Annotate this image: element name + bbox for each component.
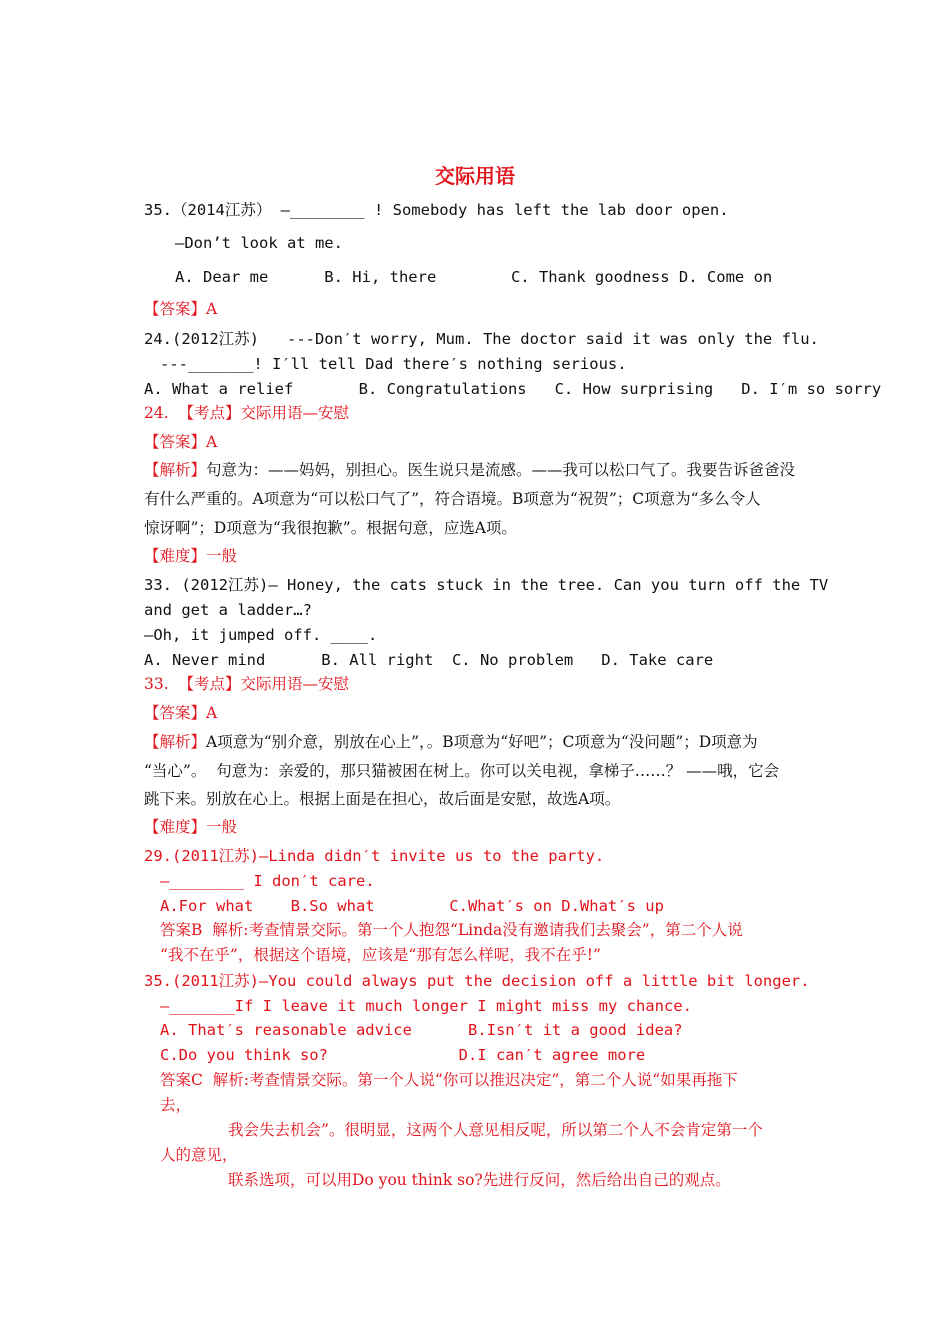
point-number: 24.	[144, 404, 169, 422]
q35-2011-analysis-line-1: 答案C 解析:考查情景交际。第一个人说“你可以推迟决定”，第二个人说“如果再拖下	[160, 1071, 738, 1089]
difficulty-value: 一般	[206, 818, 238, 836]
analysis-text: 句意为：——妈妈，别担心。医生说只是流感。——我可以松口气了。我要告诉爸爸没	[206, 461, 796, 479]
q33-2012-options: A. Never mind B. All right C. No problem D. Take care	[144, 651, 714, 669]
q35-2014-answer-line	[144, 299, 217, 319]
q35-2014-reply: —Don’t look at me.	[175, 234, 343, 252]
reply-blank: _______	[169, 997, 235, 1015]
point-tag: 【考点】	[178, 675, 241, 693]
q33-2012-stem-line-2: and get a ladder…?	[144, 601, 312, 619]
q33-2012-point-line	[144, 674, 349, 694]
q35-2011-reply	[160, 996, 692, 1016]
reply-rest: I don′t care.	[244, 872, 375, 890]
q24-2012-answer-line	[144, 432, 217, 452]
difficulty-value: 一般	[206, 547, 238, 565]
difficulty-tag: 【难度】	[144, 547, 207, 565]
q29-2011-stem: 29.(2011江苏)—Linda didn′t invite us to the party.	[144, 847, 605, 865]
answer-tag: 【答案】	[144, 704, 207, 722]
q29-2011-analysis-line-1: 答案B 解析:考查情景交际。第一个人抱怨“Linda没有邀请我们去聚会”，第二个人说	[160, 921, 743, 939]
q33-2012-stem-line-1: 33. (2012江苏)— Honey, the cats stuck in the tree. Can you turn off the TV	[144, 576, 829, 594]
q29-2011-reply	[160, 871, 375, 891]
answer-value: A	[206, 300, 218, 318]
point-number: 33.	[144, 675, 169, 693]
q33-2012-answer-line	[144, 703, 217, 723]
q33-2012-reply: —Oh, it jumped off. ____.	[144, 626, 378, 644]
reply-dash: —	[160, 997, 170, 1015]
reply-rest: If I leave it much longer I might miss my chance.	[234, 997, 692, 1015]
answer-tag: 【答案】	[144, 300, 207, 318]
answer-value: A	[206, 433, 218, 451]
q24-2012-options: A. What a relief B. Congratulations C. How surprising D. I′m so sorry	[144, 380, 882, 398]
q24-2012-difficulty-line	[144, 546, 237, 566]
q24-2012-analysis-line-2: 有什么严重的。A项意为“可以松口气了”，符合语境。B项意为“祝贺”；C项意为“多么令人	[144, 490, 761, 508]
q33-2012-analysis-line-1	[144, 732, 758, 752]
q35-2011-analysis-line-3: 我会失去机会”。很明显，这两个人意见相反呢，所以第二个人不会肯定第一个	[228, 1121, 763, 1139]
reply-blank: ________	[169, 872, 244, 890]
difficulty-tag: 【难度】	[144, 818, 207, 836]
q35-2011-analysis-line-5: 联系选项，可以用Do you think so?先进行反问，然后给出自己的观点。	[228, 1171, 731, 1189]
point-text: 交际用语—安慰	[240, 675, 350, 693]
point-text: 交际用语—安慰	[240, 404, 350, 422]
analysis-tag: 【解析】	[144, 733, 207, 751]
q29-2011-analysis-line-2: “我不在乎”，根据这个语境，应该是“那有怎么样呢，我不在乎!”	[160, 946, 601, 964]
analysis-text: A项意为“别介意，别放在心上”，。B项意为“好吧”；C项意为“没问题”；D项意为	[206, 733, 758, 751]
q24-2012-analysis-line-3: 惊讶啊”；D项意为“我很抱歉”。根据句意，应选A项。	[144, 519, 517, 537]
q35-2011-options-line-2: C.Do you think so? D.I can′t agree more	[160, 1046, 646, 1064]
analysis-tag: 【解析】	[144, 461, 207, 479]
q35-2014-stem: 35.（2014江苏） —________ ! Somebody has left the lab door open.	[144, 201, 729, 219]
q35-2011-options-line-1: A. That′s reasonable advice B.Isn′t it a good idea?	[160, 1021, 683, 1039]
q24-2012-reply: ---_______! I′ll tell Dad there′s nothing serious.	[160, 355, 627, 373]
q24-2012-analysis-line-1	[144, 460, 795, 480]
q35-2011-analysis-line-2: 去，	[160, 1096, 192, 1114]
q33-2012-difficulty-line	[144, 817, 237, 837]
q33-2012-analysis-line-3: 跳下来。别放在心上。根据上面是在担心，故后面是安慰，故选A项。	[144, 790, 621, 808]
q24-2012-point-line	[144, 403, 349, 423]
q33-2012-analysis-line-2: “当心”。 句意为：亲爱的，那只猫被困在树上。你可以关电视，拿梯子……？ ——哦，它会	[144, 762, 780, 780]
answer-tag: 【答案】	[144, 433, 207, 451]
point-tag: 【考点】	[178, 404, 241, 422]
q35-2011-analysis-line-4: 人的意见，	[160, 1146, 238, 1164]
q35-2011-stem: 35.(2011江苏)—You could always put the decision off a little bit longer.	[144, 972, 810, 990]
reply-dash: —	[160, 872, 170, 890]
answer-value: A	[206, 704, 218, 722]
q24-2012-stem: 24.(2012江苏) ---Don′t worry, Mum. The doctor said it was only the flu.	[144, 330, 819, 348]
q29-2011-options: A.For what B.So what C.What′s on D.What′s up	[160, 897, 664, 915]
q35-2014-options: A. Dear me B. Hi, there C. Thank goodness D. Come on	[175, 268, 773, 286]
page-title: 交际用语	[435, 164, 515, 188]
